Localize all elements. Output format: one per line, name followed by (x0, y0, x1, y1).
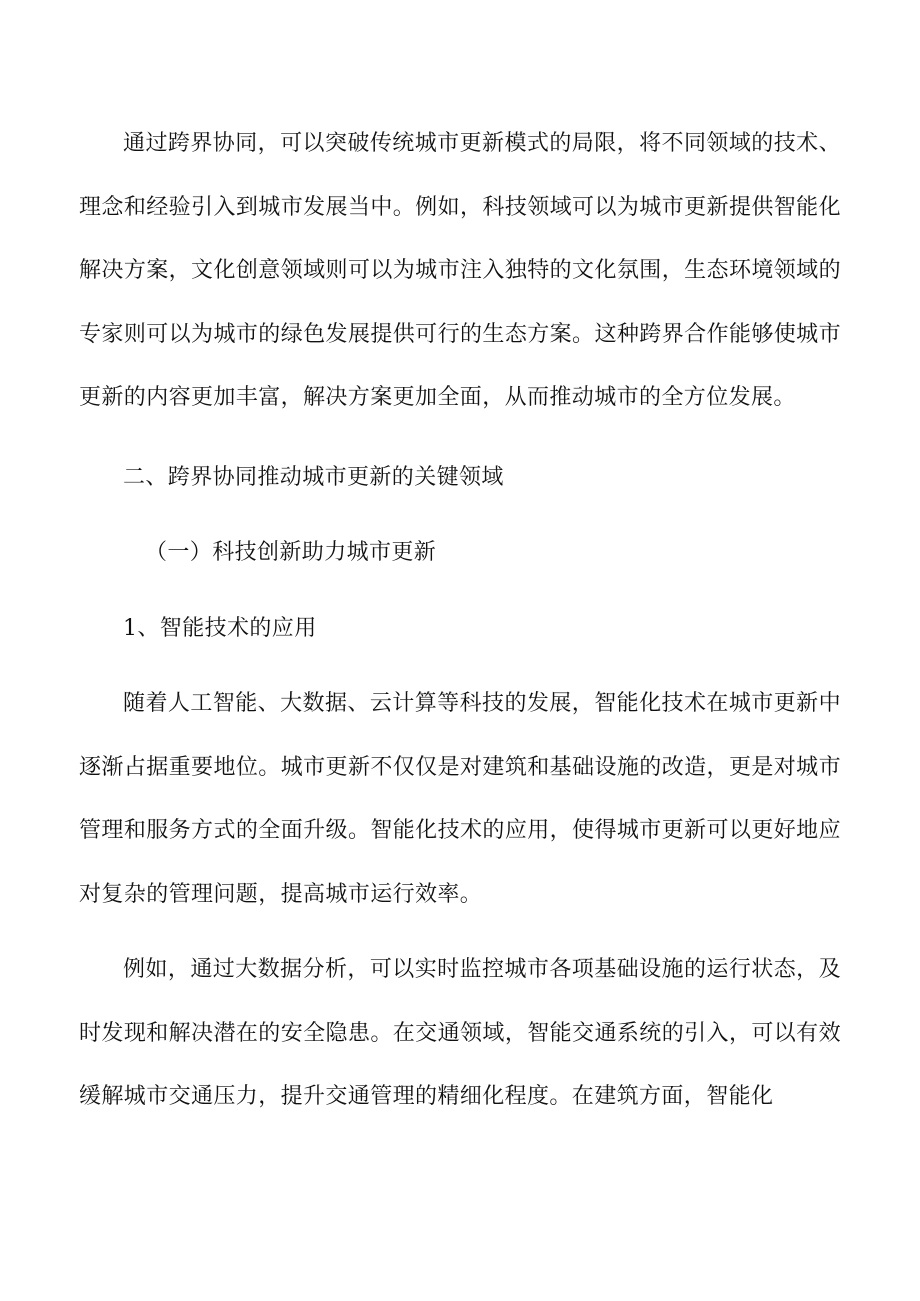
body-paragraph: 例如，通过大数据分析，可以实时监控城市各项基础设施的运行状态，及时发现和解决潜在的安全隐患。在交通领域，智能交通系统的引入，可以有效缓解城市交通压力，提升交通管理的精细化程度。在建筑方面，智能化 (79, 957, 841, 1109)
item-heading: 1、智能技术的应用 (123, 615, 317, 641)
body-paragraph: 随着人工智能、大数据、云计算等科技的发展，智能化技术在城市更新中逐渐占据重要地位。城市更新不仅仅是对建筑和基础设施的改造，更是对城市管理和服务方式的全面升级。智能化技术的应用，使得城市更新可以更好地应对复杂的管理问题，提高城市运行效率。 (79, 691, 841, 907)
body-paragraph: 通过跨界协同，可以突破传统城市更新模式的局限，将不同领域的技术、理念和经验引入到城市发展当中。例如，科技领域可以为城市更新提供智能化解决方案，文化创意领域则可以为城市注入独特的文化氛围，生态环境领域的专家则可以为城市的绿色发展提供可行的生态方案。这种跨界合作能够使城市更新的内容更加丰富，解决方案更加全面，从而推动城市的全方位发展。 (79, 131, 841, 410)
document-page (79, 112, 841, 1129)
section-heading: 二、跨界协同推动城市更新的关键领域 (123, 464, 504, 490)
subsection-heading: （一）科技创新助力城市更新 (145, 540, 437, 565)
